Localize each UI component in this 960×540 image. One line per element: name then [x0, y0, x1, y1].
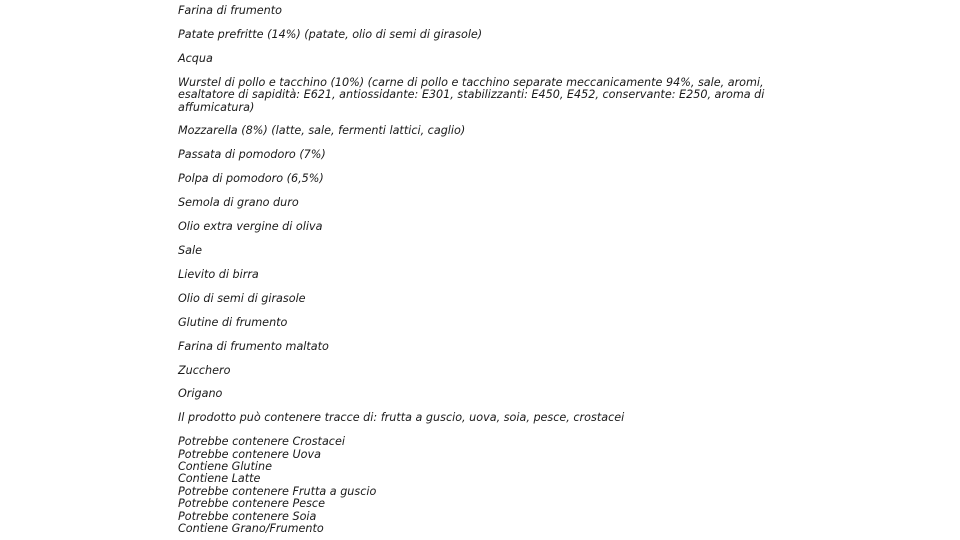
allergen-item: Potrebbe contenere Uova [178, 447, 321, 461]
ingredient-list [178, 5, 818, 535]
allergen-item: Potrebbe contenere Pesce [178, 497, 325, 511]
ingredient-item: Wurstel di pollo e tacchino (10%) (carne di pollo e tacchino separate meccanicamente 94%, sale, aromi, esaltatore di sapidità: E621, antiossidante: E301, stabilizzanti: E450, E452, conservante: E250, aroma di affumicatura) [178, 75, 765, 114]
allergen-item: Contiene Latte [178, 472, 261, 486]
ingredient-item: Patate prefritte (14%) (patate, olio di semi di girasole) [178, 27, 483, 41]
ingredient-item: Passata di pomodoro (7%) [178, 148, 326, 162]
ingredient-item: Mozzarella (8%) (latte, sale, fermenti lattici, caglio) [178, 124, 466, 138]
allergen-list [178, 436, 818, 535]
ingredient-item: Glutine di frumento [178, 315, 288, 329]
allergen-item: Potrebbe contenere Crostacei [178, 435, 345, 449]
ingredient-item: Sale [178, 243, 202, 257]
ingredient-item: Semola di grano duro [178, 196, 299, 210]
ingredient-item: Olio di semi di girasole [178, 291, 306, 305]
ingredient-item: Origano [178, 387, 223, 401]
ingredient-item: Farina di frumento [178, 4, 282, 17]
traces-notice: Il prodotto può contenere tracce di: frutta a guscio, uova, soia, pesce, crostacei [178, 411, 625, 425]
ingredient-item: Zucchero [178, 363, 231, 377]
ingredient-item: Lievito di birra [178, 267, 259, 281]
ingredient-item: Farina di frumento maltato [178, 339, 329, 353]
ingredient-item: Olio extra vergine di oliva [178, 220, 323, 234]
allergen-item: Contiene Grano/Frumento [178, 522, 324, 536]
ingredient-item: Polpa di pomodoro (6,5%) [178, 172, 324, 186]
allergen-item: Potrebbe contenere Frutta a guscio [178, 484, 377, 498]
allergen-item: Contiene Glutine [178, 460, 272, 474]
ingredient-item: Acqua [178, 51, 213, 65]
allergen-item: Potrebbe contenere Soia [178, 509, 317, 523]
